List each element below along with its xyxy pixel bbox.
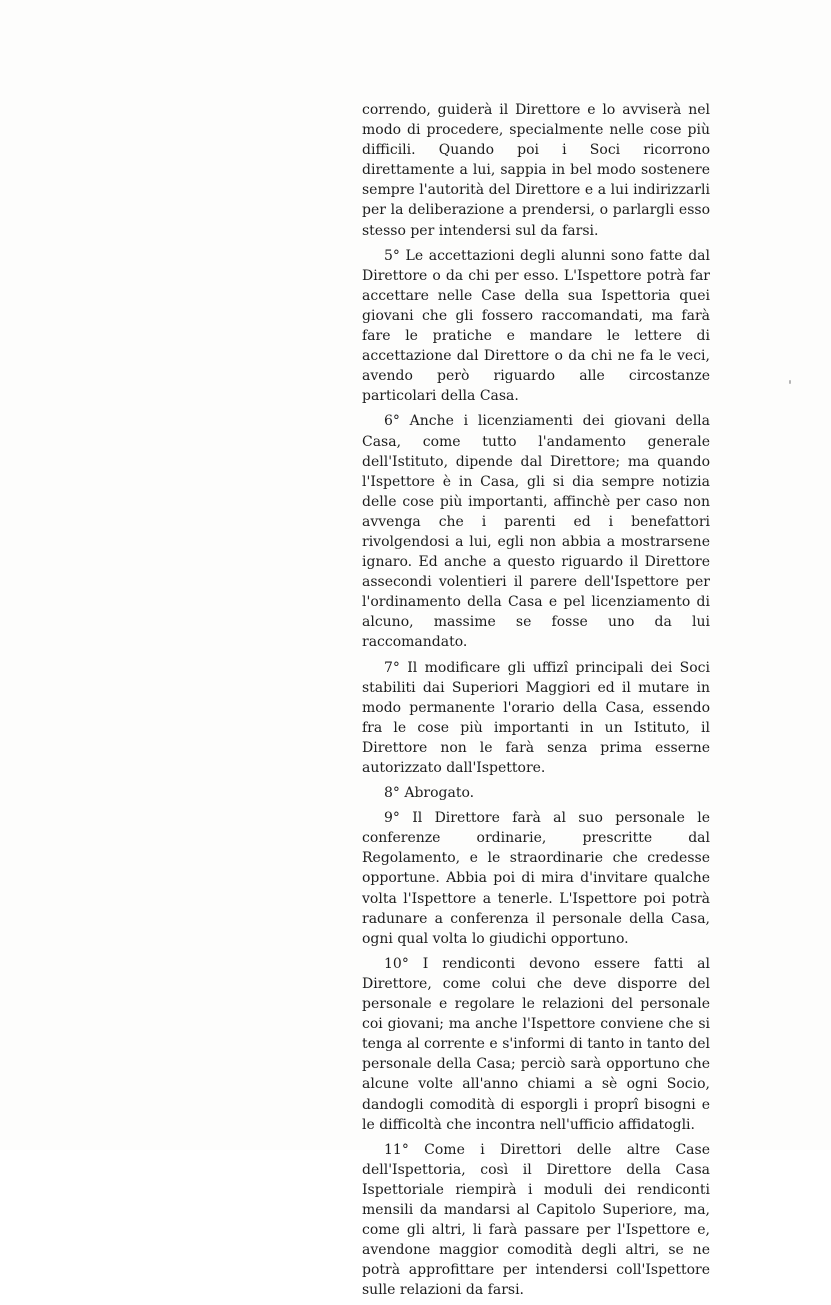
body-text-column — [362, 100, 710, 1305]
paragraph-article-7: 7° Il modificare gli uffizî principali dei Soci stabiliti dai Superiori Maggiori ed il mutare in modo permanente l'orario della Casa, essendo fra le cose più importanti in un Istituto, il Direttore non le farà senza prima esserne autorizzato dall'Ispettore. — [362, 659, 710, 776]
paragraph-article-11: 11° Come i Direttori delle altre Case dell'Ispettoria, così il Direttore della Casa Ispettoriale riempirà i moduli dei rendiconti mensili da mandarsi al Capitolo Superiore, ma, come gli altri, li farà passare per l'Ispettore e, avendone maggior comodità degli altri, se ne potrà approfittare per intendersi coll'Ispettore sulle relazioni da farsi. — [362, 1141, 710, 1299]
scan-speck — [789, 380, 791, 384]
paragraph-article-6: 6° Anche i licenziamenti dei giovani della Casa, come tutto l'andamento generale dell'Istituto, dipende dal Direttore; ma quando l'Ispettore è in Casa, gli si dia sempre notizia delle cose più importanti, affinchè per caso non avvenga che i parenti ed i benefattori rivolgendosi a lui, egli non abbia a mostrarsene ignaro. Ed anche a questo riguardo il Direttore assecondi volentieri il parere dell'Ispettore per l'ordinamento della Casa e pel licenziamento di alcuno, massime se fosse uno da lui raccomandato. — [362, 413, 710, 651]
paragraph-article-9: 9° Il Direttore farà al suo personale le conferenze ordinarie, prescritte dal Regolamento, e le straordinarie che credesse opportune. Abbia poi di mira d'invitare qualche volta l'Ispettore a tenerle. L'Ispettore poi potrà radunare a conferenza il personale della Casa, ogni qual volta lo giudichi opportuno. — [362, 810, 710, 947]
paragraph-article-10: 10° I rendiconti devono essere fatti al Direttore, come colui che deve disporre del personale e regolare le relazioni del personale coi giovani; ma anche l'Ispettore conviene che si tenga al corrente e s'informi di tanto in tanto del personale della Casa; perciò sarà opportuno che alcune volte all'anno chiami a sè ogni Socio, dandogli comodità di esporgli i proprî bisogni e le difficoltà che incontra nell'ufficio affidatogli. — [362, 955, 710, 1133]
paragraph-continuation: correndo, guiderà il Direttore e lo avviserà nel modo di procedere, specialmente nelle cose più difficili. Quando poi i Soci ricorrono direttamente a lui, sappia in bel modo sostenere sempre l'autorità del Direttore e a lui indirizzarli per la deliberazione a prendersi, o parlargli esso stesso per intendersi sul da farsi. — [362, 102, 710, 239]
paragraph-article-5: 5° Le accettazioni degli alunni sono fatte dal Direttore o da chi per esso. L'Ispettore potrà far accettare nelle Case della sua Ispettoria quei giovani che gli fossero raccomandati, ma farà fare le pratiche e mandare le lettere di accettazione dal Direttore o da chi ne fa le veci, avendo però riguardo alle circostanze particolari della Casa. — [362, 247, 710, 405]
paragraph-article-8: 8° Abrogato. — [384, 785, 475, 802]
